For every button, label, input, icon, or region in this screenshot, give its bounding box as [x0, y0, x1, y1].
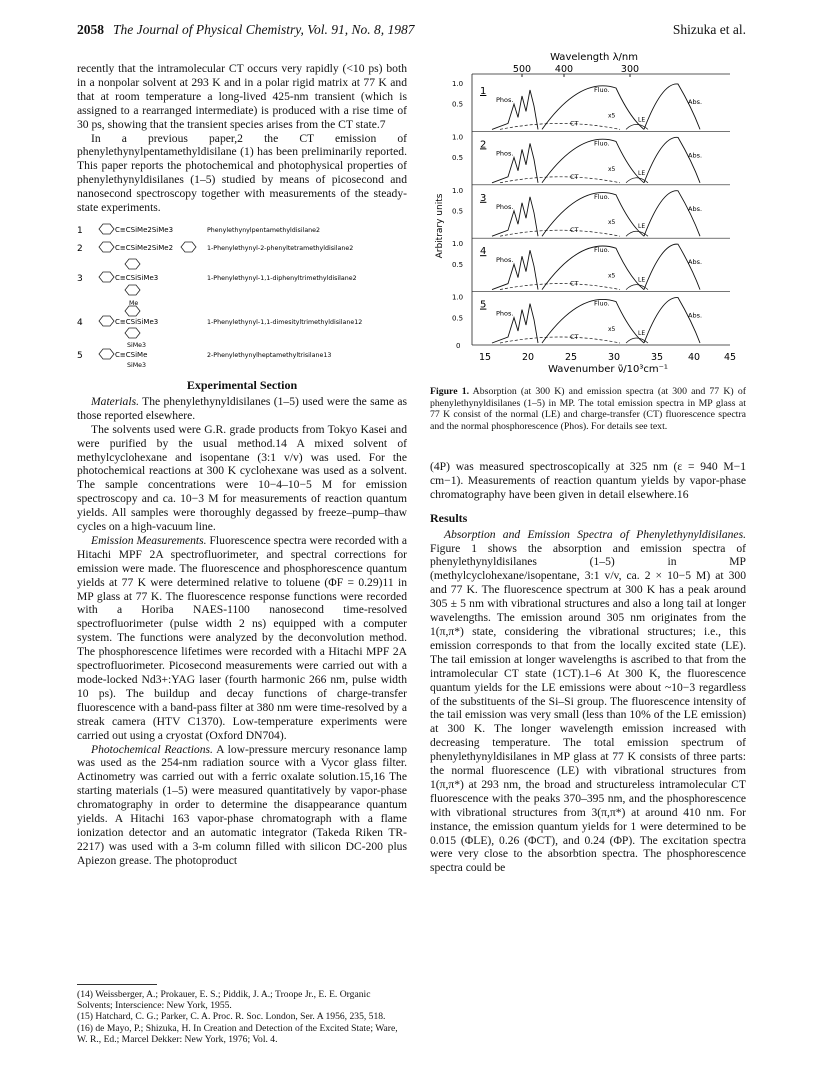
- fluo-curve: [542, 299, 644, 343]
- compound-name: 1-Phenylethynyl-2-phenyltetramethyldisilane2: [207, 244, 354, 252]
- le-label: LE: [638, 169, 646, 177]
- ct-curve: [500, 177, 620, 183]
- emission-text: Fluorescence spectra were recorded with a Hitachi MPF 2A spectrofluorimeter, and spectral corrections for emission were made. The fluorescence and phosphorescence quantum yields at 77 K were determined relative to toluene (ΦF = 0.29)11 in MP glass at 77 K. The fluorescence response functions were recorded with a Horiba NAES-1100 nanosecond time-resolved spectrofluorimeter (pulse width 2 ns) equipped with a computer system. The functions were analyzed by the deconvolution method. The phosphorescence lifetimes were recorded with a Hitachi MPF 2A spectrofluorimeter. Picosecond measurements were carried out with a mode-locked Nd3+:YAG laser (fourth harmonic 266 nm, pulse width 10 ps). The buildup and decay functions of charge-transfer fluorescence with a band-pass filter at 380 nm were time-resolved by a streak camera (HTV C1370). Low-temperature experiments were carried out using a cryostat (Oxford DN704).: [77, 533, 408, 742]
- compound-5: [77, 342, 331, 369]
- compound-name: 1-Phenylethynyl-1,1-diphenyltrimethyldisilane2: [207, 274, 357, 282]
- abs-curve: [644, 84, 703, 129]
- ct-curve: [500, 284, 620, 290]
- mesityl-ring-icon: [125, 306, 140, 316]
- x5-label: x5: [608, 272, 616, 280]
- compound-1: [77, 224, 320, 236]
- journal-title: The Journal of Physical Chemistry, Vol. 91, No. 8, 1987: [113, 22, 415, 37]
- intro-paragraph-2: In a previous paper,2 the CT emission of phenylethynylpentamethyldisilane (1) has been preliminarily reported. This paper reports the photochemical and photophysical properties of phenylethynyldisilanes (1–5) studied by means of picosecond and nanosecond spectroscopy together with measurements of the steady-state experiments.: [77, 131, 407, 215]
- le-label: LE: [638, 223, 646, 231]
- compound-formula: C≡CSiMe2SiMe3: [115, 225, 174, 234]
- abs-curve: [644, 191, 703, 236]
- abs-curve: [644, 298, 703, 343]
- sime3-label: SiMe3: [127, 361, 147, 369]
- materials-text: The phenylethynyldisilanes (1–5) used were the same as those reported elsewhere.: [77, 394, 407, 422]
- compound-formula: C≡CSiMe: [115, 350, 148, 359]
- compound-formula: C≡CSiSiMe3: [115, 317, 159, 326]
- abs-label: Abs.: [688, 311, 703, 320]
- phenyl-ring-icon: [125, 285, 140, 295]
- solvents-paragraph: The solvents used were G.R. grade products from Tokyo Kasei and were purified by the usual method.14 A mixed solvent of methylcyclohexane and isopentane (3:1 v/v) was used. For the photochemical reactions at 300 K cyclohexane was used as a solvent. The sample concentrations were 10−4–10−5 M for emission spectroscopy and ca. 10−3 M for measurements of reaction quantum yields. All samples were thoroughly degassed by freeze–pump–thaw cycles on a high-vacuum line.: [77, 422, 407, 534]
- phos-label: Phos.: [496, 202, 514, 211]
- fluo-curve: [542, 139, 644, 183]
- bottom-tick: 30: [607, 352, 621, 363]
- running-authors: Shizuka et al.: [672, 22, 746, 37]
- panel-number: 1: [480, 86, 487, 97]
- panel-number: 4: [480, 246, 487, 258]
- sime3-label: SiMe3: [127, 341, 147, 349]
- figure-caption-text: Absorption (at 300 K) and emission spectra (at 300 and 77 K) of phenylethynyldisilanes (1–5) in MP. The total emission spectra in MP glass at 77 K consist of the normal (LE) and charge-transfer (CT) fluorescence spectra and the normal phosphorescence (Phos). For details see text.: [430, 386, 746, 432]
- compound-number: 4: [77, 317, 83, 328]
- materials-heading: Materials.: [91, 394, 139, 408]
- y-tick-label: 1.0: [452, 240, 464, 249]
- abs-label: Abs.: [688, 258, 703, 267]
- figure-caption: [430, 386, 746, 432]
- compound-3: [77, 259, 357, 295]
- footnote-14: (14) Weissberger, A.; Prokauer, E. S.; Piddik, J. A.; Troope Jr., E. E. Organic Solvents; Interscience: New York, 1955.: [77, 989, 371, 1012]
- ct-label: CT: [570, 119, 579, 128]
- top-tick-300: 300: [620, 64, 640, 75]
- compound-number: 5: [77, 350, 83, 361]
- emission-heading: Emission Measurements.: [91, 533, 207, 547]
- y-tick-label: 0.5: [452, 260, 464, 269]
- mesityl-ring-icon: [125, 328, 140, 338]
- photochemical-heading: Photochemical Reactions.: [91, 742, 213, 756]
- bottom-tick: 35: [650, 352, 664, 363]
- y-tick-label: 0.5: [452, 100, 464, 109]
- phenyl-ring-icon: [99, 272, 114, 282]
- compound-formula: C≡CSiSiMe3: [115, 273, 159, 282]
- y-tick-label: 0: [456, 342, 461, 350]
- absorption-text: Figure 1 shows the absorption and emission spectra of phenylethynyldisilanes (1–5) in MP (methylcyclohexane/isopentane, 3:1 v/v, ca. 2 × 10−5 M) at 300 and 77 K. The fluorescence spectrum at 300 K has a peak around 305 ± 5 nm with vibrational structures and also a long tail at longer wavelengths. The emission around 305 nm originates from the 1(π,π*) state, considering the vibrational structures; i.e., this emission corresponds to that from the locally excited state (LE). The tail emission at longer wavelengths is ascribed to that from the intramolecular CT state (1CT).1–6 At 300 K, the fluorescence quantum yields for the LE emissions were about ~10−3 regardless of the substituents of the Si–Si group. The fluorescence intensity of the tail emission was very small (less than 10% of the LE emission) at 300 K. The longer wavelength emission increased with decreasing temperature. The total emission spectrum of phenylethynyldisilanes in MP glass at 77 K consists of three parts: the normal fluorescence (LE) with vibrational structures from 1(π,π*) at 293 nm, the broad and structureless intramolecular CT fluorescence with the peaks 370–395 nm, and the phosphorescence with vibrational structures from 3(π,π*) at around 410 nm. For instance, the emission quantum yields for 1 were determined to be 0.015 (ΦLE), 0.26 (ΦCT), and 0.24 (ΦP). The excitation spectra were very close to the absorbtion spectra. The phosphorescence spectra could be: [430, 541, 746, 875]
- panel-number: 5: [480, 299, 487, 311]
- ct-curve: [500, 123, 620, 129]
- bottom-tick: 15: [478, 352, 492, 363]
- page-number: 2058: [77, 22, 104, 37]
- fluo-label: Fluo.: [594, 192, 610, 201]
- y-tick-label: 1.0: [452, 80, 464, 88]
- emission-paragraph: [77, 534, 407, 743]
- fluo-label: Fluo.: [594, 86, 610, 94]
- bottom-tick: 20: [521, 352, 535, 363]
- fluo-curve: [542, 86, 644, 130]
- footnote-15: (15) Hatchard, C. G.; Parker, C. A. Proc. R. Soc. London, Ser. A 1956, 235, 518.: [77, 1011, 386, 1023]
- y-tick-label: 0.5: [452, 207, 464, 216]
- compound-name: 2-Phenylethynylheptamethyltrisilane13: [207, 351, 332, 359]
- right-paragraph-a: (4P) was measured spectroscopically at 325 nm (ε = 940 M−1 cm−1). Measurements of reaction quantum yields by vapor-phase chromatography have been given in detail elsewhere.16: [430, 460, 746, 501]
- section-title-experimental: Experimental Section: [186, 377, 298, 392]
- bottom-tick: 40: [687, 352, 701, 363]
- intro-paragraph-1: recently that the intramolecular CT occurs very rapidly (<10 ps) both in a nonpolar solvent at 293 K and in a polar rigid matrix at 77 K and that at room temperature a long-lived 425-nm transient (which is assigned to a rearranged intermediate) is produced with a rise time of 30 ps, showing that the transient species arises from the CT state.7: [77, 62, 407, 131]
- abs-curve: [644, 244, 703, 289]
- phenyl-ring-icon: [99, 242, 114, 252]
- bottom-tick: 25: [564, 352, 578, 363]
- left-column: [77, 62, 407, 868]
- methyl-label: Me: [129, 299, 139, 307]
- page-header: [0, 22, 820, 42]
- photochemical-text: A low-pressure mercury resonance lamp was used as the 254-nm radiation source with a Vycor glass filter. Actinometry was carried out with a ferric oxalate solution.15,16 The starting materials (1–5) were measured quantitatively by vapor-phase chromatography in order to determine the disappearance quantum yields. A Hitachi 163 vapor-phase chromatograph with a flame ionization detector and an automatic integrator (Takeda Riken TR-2217) was used with a 3-m column filled with silicon DC-200 plus Apiezon grease. The photoproduct: [77, 742, 408, 867]
- absorption-heading: Absorption and Emission Spectra of Phenylethynyldisilanes.: [444, 527, 746, 541]
- absorption-paragraph: [430, 528, 746, 876]
- y-axis-label: Arbitrary units: [435, 193, 445, 259]
- abs-curve: [644, 137, 703, 182]
- spectra-figure: [430, 48, 746, 383]
- figure-1: [430, 48, 746, 443]
- phos-label: Phos.: [496, 96, 514, 104]
- bottom-axis-label: Wavenumber ν̃/10³cm⁻¹: [548, 364, 668, 375]
- materials-paragraph: [77, 395, 407, 423]
- compound-structures: [77, 221, 407, 371]
- phenyl-ring-icon: [99, 316, 114, 326]
- compound-name: 1-Phenylethynyl-1,1-dimesityltrimethyldisilane12: [207, 318, 363, 326]
- compound-list: [77, 221, 407, 371]
- phenyl-ring-icon: [99, 349, 114, 359]
- figure-caption-head: Figure 1.: [430, 386, 470, 397]
- ct-label: CT: [570, 226, 579, 235]
- x5-label: x5: [608, 326, 616, 333]
- y-tick-label: 1.0: [452, 186, 464, 195]
- fluo-label: Fluo.: [594, 139, 610, 148]
- compound-number: 2: [77, 243, 83, 254]
- bottom-tick: 45: [723, 352, 737, 363]
- footnote-rule: [77, 984, 157, 985]
- compound-name: Phenylethynylpentamethyldisilane2: [207, 226, 321, 234]
- top-axis-label: Wavelength λ/nm: [550, 52, 638, 63]
- y-tick-label: 1.0: [452, 133, 464, 142]
- phos-label: Phos.: [496, 309, 514, 318]
- compound-2: [77, 242, 353, 254]
- panel-number: 3: [480, 192, 487, 204]
- abs-label: Abs.: [688, 151, 703, 160]
- phenyl-ring-icon: [99, 224, 114, 234]
- le-label: LE: [638, 330, 646, 337]
- right-column: [430, 460, 746, 875]
- ct-curve: [500, 230, 620, 236]
- footnotes: [77, 984, 407, 1045]
- x5-label: x5: [608, 165, 616, 173]
- ct-label: CT: [570, 172, 579, 181]
- top-tick-500: 500: [512, 64, 532, 75]
- compound-formula: C≡CSiMe2SiMe2: [115, 243, 174, 252]
- section-title-results: Results: [430, 510, 468, 525]
- le-label: LE: [638, 276, 646, 284]
- phenyl-ring-icon: [125, 259, 140, 269]
- phenyl-ring-icon: [181, 242, 196, 252]
- y-tick-label: 0.5: [452, 154, 464, 163]
- fluo-curve: [542, 246, 644, 290]
- panel-number: 2: [480, 139, 487, 151]
- ct-label: CT: [570, 279, 579, 288]
- fluo-label: Fluo.: [594, 299, 610, 308]
- phos-label: Phos.: [496, 256, 514, 265]
- compound-4: [77, 300, 362, 338]
- y-tick-label: 0.5: [452, 314, 464, 323]
- compound-number: 1: [77, 225, 83, 236]
- compound-number: 3: [77, 273, 83, 284]
- top-tick-400: 400: [554, 64, 574, 75]
- footnote-16: (16) de Mayo, P.; Shizuka, H. In Creation and Detection of the Excited State; Ware, W. R., Ed.; Marcel Dekker: New York, 1976; Vol. 4.: [77, 1022, 398, 1045]
- le-label: LE: [638, 116, 646, 124]
- y-tick-label: 1.0: [452, 293, 464, 302]
- ct-curve: [500, 337, 620, 343]
- fluo-curve: [542, 193, 644, 237]
- abs-label: Abs.: [688, 204, 703, 213]
- x5-label: x5: [608, 219, 616, 227]
- abs-label: Abs.: [688, 98, 703, 106]
- x5-label: x5: [608, 112, 616, 120]
- photochemical-paragraph: [77, 743, 407, 868]
- fluo-label: Fluo.: [594, 246, 610, 255]
- phos-label: Phos.: [496, 149, 514, 158]
- ct-label: CT: [570, 333, 579, 341]
- spectra-panels: [452, 80, 730, 350]
